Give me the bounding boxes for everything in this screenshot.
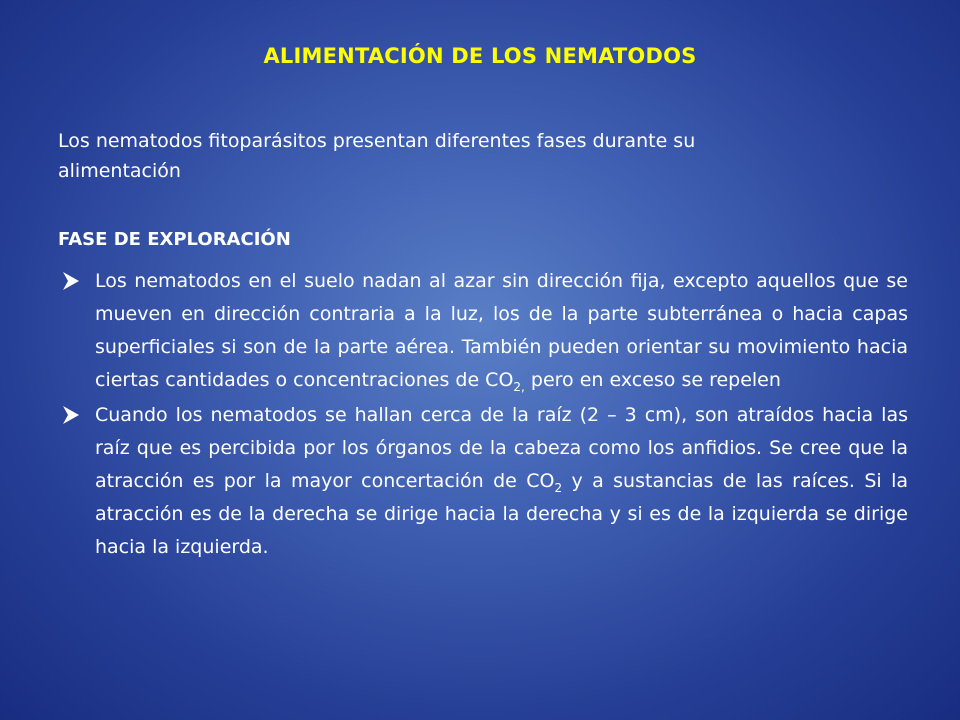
intro-line-2: alimentación [58, 160, 181, 182]
bullet-item-exploration [58, 265, 908, 397]
bullet-item-attraction [58, 399, 908, 564]
bullet-text-1-end: pero en exceso se repelen [524, 369, 781, 391]
bullet-list [58, 265, 908, 564]
co2-subscript-2: 2 [554, 480, 563, 495]
section-heading: FASE DE EXPLORACIÓN [58, 229, 291, 250]
slide-title: ALIMENTACIÓN DE LOS NEMATODOS [263, 44, 697, 68]
bullet-text-2-end: y a sustancias de las raíces. Si la atracción es de la derecha se dirige hacia la derecha y si es de la izquierda se dirige hacia la izquierda. [95, 470, 908, 558]
bullet-text-1: Los nematodos en el suelo nadan al azar sin dirección fija, excepto aquellos que se mueven en dirección contraria a la luz, los de la parte subterránea o hacia capas superficiales si son de la parte aérea. También pueden orientar su movimiento hacia ciertas cantidades o concentraciones de CO [95, 270, 908, 391]
arrowhead-bullet-icon [62, 403, 80, 436]
intro-paragraph [58, 126, 908, 186]
intro-line-1: Los nematodos fitoparásitos presentan diferentes fases durante su [58, 130, 696, 152]
bullet-text-2: Cuando los nematodos se hallan cerca de la raíz (2 – 3 cm), son atraídos hacia las raíz que es percibida por los órganos de la cabeza como los anfidios. Se cree que la atracción es por la mayor concertación de CO [95, 404, 908, 492]
co2-subscript-1: 2, [513, 379, 525, 394]
arrowhead-bullet-icon [62, 269, 80, 302]
